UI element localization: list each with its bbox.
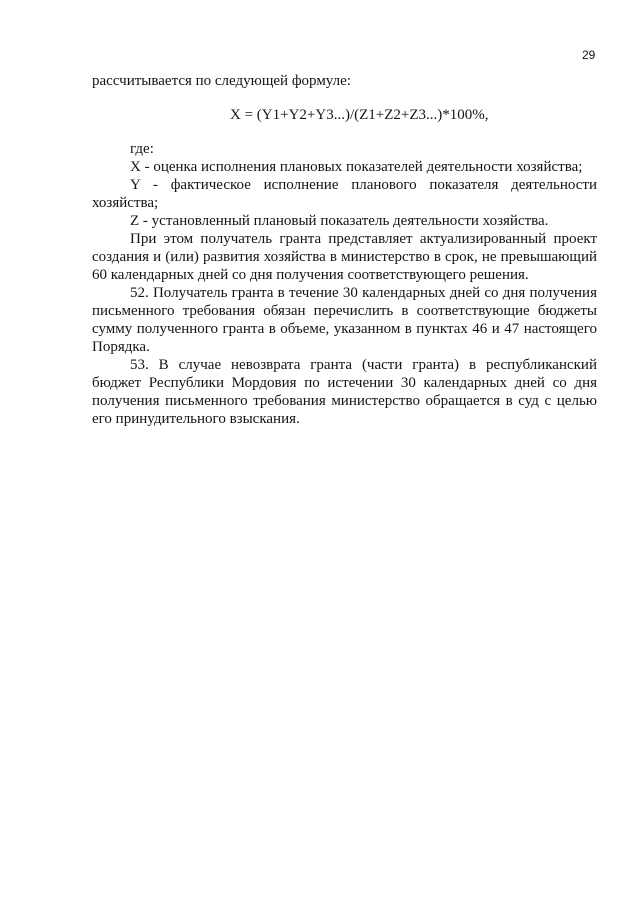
definition-z: Z - установленный плановый показатель деятельности хозяйства. bbox=[130, 213, 549, 229]
paragraph-52: 52. Получатель гранта в течение 30 календарных дней со дня получения письменного требования обязан перечислить в соответствующие бюджеты сумму полученного гранта в объеме, указанном в пунктах 46 и 47 настоящего Порядка. bbox=[92, 285, 597, 355]
formula: X = (Y1+Y2+Y3...)/(Z1+Z2+Z3...)*100%, bbox=[230, 107, 489, 123]
where-label: где: bbox=[130, 141, 154, 157]
lead-line: рассчитывается по следующей формуле: bbox=[92, 73, 351, 89]
page-number: 29 bbox=[582, 48, 596, 62]
paragraph-project-update: При этом получатель гранта представляет актуализированный проект создания и (или) развития хозяйства в министерство в срок, не превышающий 60 календарных дней со дня получения соответствующего решения. bbox=[92, 231, 597, 283]
definition-y: Y - фактическое исполнение планового показателя деятельности хозяйства; bbox=[92, 177, 597, 211]
document-body bbox=[92, 72, 597, 428]
definition-x: X - оценка исполнения плановых показателей деятельности хозяйства; bbox=[130, 159, 583, 175]
paragraph-53: 53. В случае невозврата гранта (части гранта) в республиканский бюджет Республики Мордовия по истечении 30 календарных дней со дня получения письменного требования министерство обращается в суд с целью его принудительного взыскания. bbox=[92, 357, 597, 427]
